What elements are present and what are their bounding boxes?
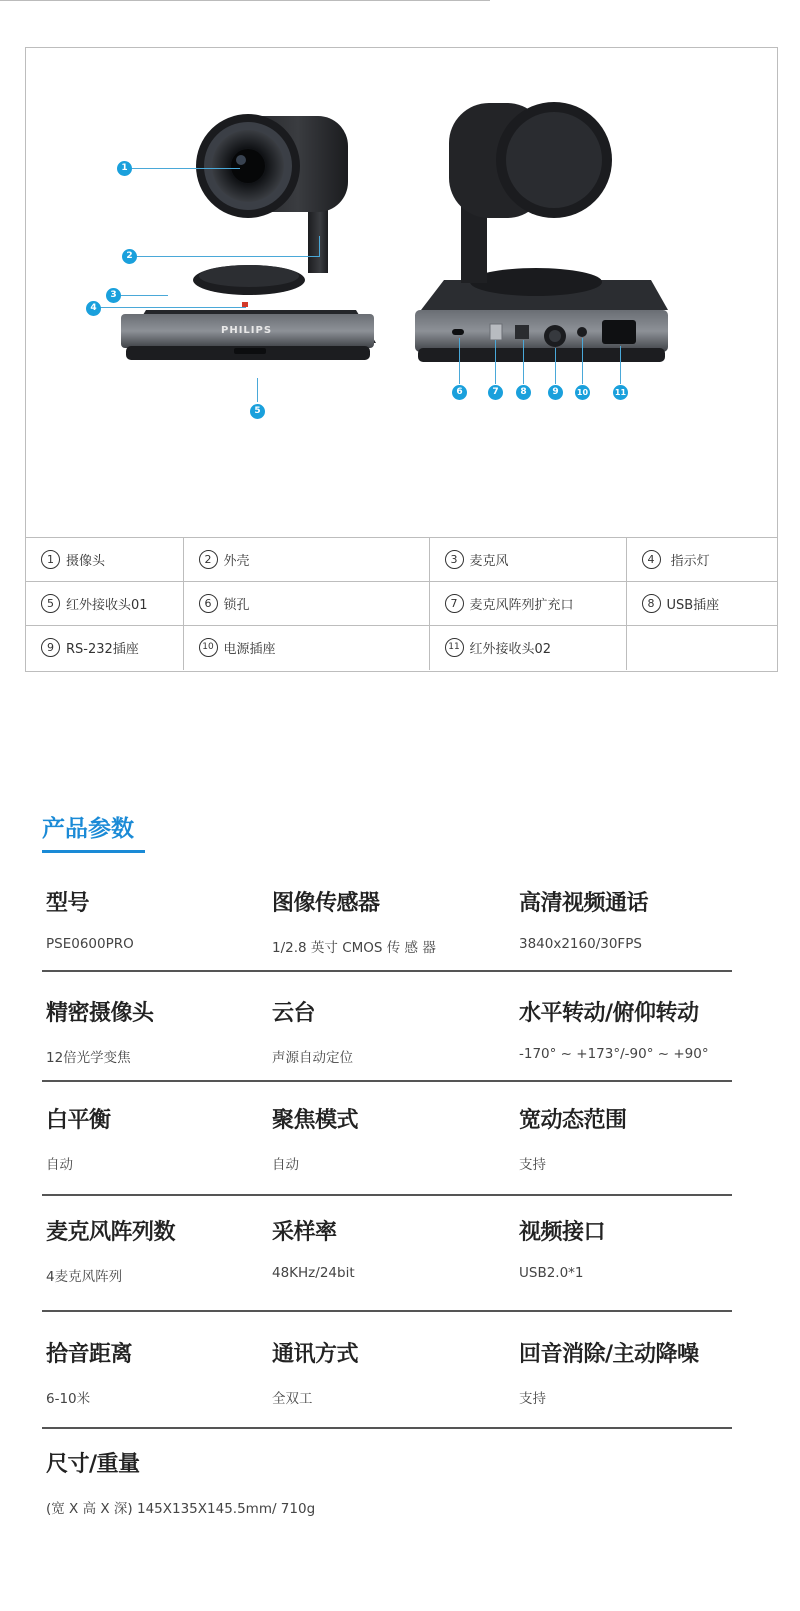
legend-number: 11 bbox=[445, 638, 464, 657]
top-divider bbox=[0, 0, 490, 1]
callout-marker: 8 bbox=[516, 385, 531, 400]
leader-line bbox=[319, 236, 320, 257]
spec-row bbox=[42, 886, 732, 972]
legend-label: 麦克风阵列扩充口 bbox=[469, 598, 574, 613]
legend-cell-empty bbox=[626, 626, 777, 670]
spec-label: 型号 bbox=[46, 891, 90, 916]
spec-label: 图像传感器 bbox=[272, 891, 380, 916]
spec-item bbox=[46, 1337, 132, 1407]
spec-item bbox=[46, 1215, 175, 1285]
legend-label: 红外接收头01 bbox=[66, 598, 148, 613]
spec-label: 水平转动/俯仰转动 bbox=[519, 1001, 699, 1026]
leader-line bbox=[555, 348, 556, 384]
legend-cell bbox=[26, 582, 183, 626]
brand-logo: PHILIPS bbox=[221, 325, 273, 336]
callout-marker: 10 bbox=[575, 385, 590, 400]
spec-label: 采样率 bbox=[272, 1220, 337, 1245]
spec-value: 支持 bbox=[519, 1157, 546, 1173]
spec-row bbox=[42, 1337, 732, 1429]
spec-value: 1/2.8 英寸 CMOS 传 感 器 bbox=[272, 940, 436, 956]
leader-line bbox=[495, 340, 496, 384]
spec-item bbox=[46, 1103, 111, 1173]
leader-line bbox=[96, 307, 246, 308]
legend-number: 5 bbox=[41, 594, 60, 613]
callout-marker: 4 bbox=[86, 301, 101, 316]
callout-marker: 7 bbox=[488, 385, 503, 400]
spec-label: 精密摄像头 bbox=[46, 1001, 154, 1026]
spec-value: -170° ~ +173°/-90° ~ +90° bbox=[519, 1046, 709, 1062]
legend-number: 4 bbox=[642, 550, 661, 569]
leader-line bbox=[523, 340, 524, 384]
spec-value: 4麦克风阵列 bbox=[46, 1269, 123, 1285]
spec-label: 视频接口 bbox=[519, 1220, 606, 1245]
spec-label: 云台 bbox=[272, 1001, 316, 1026]
legend-cell bbox=[183, 582, 429, 626]
spec-label: 回音消除/主动降噪 bbox=[519, 1342, 699, 1367]
spec-item bbox=[519, 1103, 627, 1173]
legend-label: RS-232插座 bbox=[66, 642, 139, 658]
legend-cell bbox=[26, 626, 183, 670]
legend-row bbox=[26, 582, 777, 626]
spec-label: 白平衡 bbox=[46, 1108, 111, 1133]
legend-label: USB插座 bbox=[666, 598, 720, 613]
spec-row bbox=[42, 1215, 732, 1312]
callout-marker: 1 bbox=[117, 161, 132, 176]
legend-number: 10 bbox=[199, 638, 218, 657]
legend-label: 红外接收头02 bbox=[469, 642, 552, 658]
legend-cell bbox=[183, 538, 429, 582]
legend-number: 7 bbox=[445, 594, 464, 613]
callout-marker: 2 bbox=[122, 249, 137, 264]
legend-cell bbox=[626, 582, 777, 626]
spec-item bbox=[272, 1337, 358, 1407]
back-camera bbox=[415, 102, 668, 362]
spec-value: 全双工 bbox=[272, 1391, 313, 1407]
leader-line bbox=[136, 256, 319, 257]
legend-number: 8 bbox=[642, 594, 661, 613]
spec-item bbox=[46, 886, 134, 952]
section-title: 产品参数 bbox=[42, 816, 134, 842]
spec-item bbox=[272, 1215, 355, 1281]
spec-value: 12倍光学变焦 bbox=[46, 1050, 131, 1066]
spec-label: 拾音距离 bbox=[46, 1342, 133, 1367]
spec-item bbox=[272, 996, 353, 1066]
spec-label: 麦克风阵列数 bbox=[46, 1220, 176, 1245]
spec-item bbox=[519, 1215, 605, 1281]
legend-cell bbox=[429, 538, 626, 582]
spec-row bbox=[42, 996, 732, 1082]
leader-line bbox=[459, 338, 460, 384]
spec-item bbox=[46, 1447, 315, 1517]
legend-cell bbox=[26, 538, 183, 582]
callout-marker: 11 bbox=[613, 385, 628, 400]
leader-line bbox=[582, 338, 583, 384]
spec-label: 通讯方式 bbox=[272, 1342, 359, 1367]
spec-item bbox=[272, 886, 436, 956]
spec-value: 声源自动定位 bbox=[272, 1050, 353, 1066]
spec-value: 自动 bbox=[46, 1157, 73, 1173]
callout-marker: 6 bbox=[452, 385, 467, 400]
spec-value: 支持 bbox=[519, 1391, 546, 1407]
spec-value: 自动 bbox=[272, 1157, 299, 1173]
spec-item bbox=[519, 996, 709, 1062]
legend-cell bbox=[429, 582, 626, 626]
legend-label: 锁孔 bbox=[223, 598, 250, 613]
spec-label: 聚焦模式 bbox=[272, 1108, 359, 1133]
parts-legend-table bbox=[26, 537, 777, 670]
spec-item bbox=[519, 886, 648, 952]
leader-line bbox=[132, 168, 240, 169]
spec-item bbox=[272, 1103, 358, 1173]
callout-marker: 9 bbox=[548, 385, 563, 400]
legend-label: 摄像头 bbox=[66, 554, 106, 569]
legend-label: 指示灯 bbox=[666, 554, 710, 569]
legend-label: 麦克风 bbox=[469, 554, 509, 569]
section-title-underline bbox=[42, 850, 145, 853]
spec-value: 6-10米 bbox=[46, 1391, 91, 1407]
spec-row bbox=[42, 1103, 732, 1196]
legend-number: 1 bbox=[41, 550, 60, 569]
callout-marker: 3 bbox=[106, 288, 121, 303]
spec-value: (宽 X 高 X 深) 145X135X145.5mm/ 710g bbox=[46, 1501, 316, 1517]
spec-label: 尺寸/重量 bbox=[46, 1452, 140, 1477]
leader-line bbox=[257, 378, 258, 402]
spec-label: 宽动态范围 bbox=[519, 1108, 627, 1133]
legend-label: 外壳 bbox=[223, 554, 250, 569]
leader-line bbox=[120, 295, 168, 296]
spec-item bbox=[519, 1337, 699, 1407]
product-figure bbox=[26, 48, 777, 537]
spec-row bbox=[42, 1447, 732, 1527]
legend-number: 6 bbox=[199, 594, 218, 613]
spec-value: PSE0600PRO bbox=[46, 936, 134, 952]
callout-marker: 5 bbox=[250, 404, 265, 419]
product-diagram-frame bbox=[25, 47, 778, 672]
legend-row bbox=[26, 626, 777, 670]
spec-label: 高清视频通话 bbox=[519, 891, 649, 916]
front-camera bbox=[121, 114, 376, 360]
legend-cell bbox=[429, 626, 626, 670]
spec-value: 48KHz/24bit bbox=[272, 1265, 355, 1281]
legend-number: 3 bbox=[445, 550, 464, 569]
legend-number: 2 bbox=[199, 550, 218, 569]
leader-line bbox=[620, 346, 621, 384]
legend-row bbox=[26, 538, 777, 582]
spec-item bbox=[46, 996, 154, 1066]
legend-cell bbox=[183, 626, 429, 670]
legend-number: 9 bbox=[41, 638, 60, 657]
spec-value: 3840x2160/30FPS bbox=[519, 936, 642, 952]
legend-cell bbox=[626, 538, 777, 582]
legend-label: 电源插座 bbox=[223, 642, 276, 658]
spec-value: USB2.0*1 bbox=[519, 1265, 584, 1281]
camera-illustration bbox=[26, 48, 777, 537]
